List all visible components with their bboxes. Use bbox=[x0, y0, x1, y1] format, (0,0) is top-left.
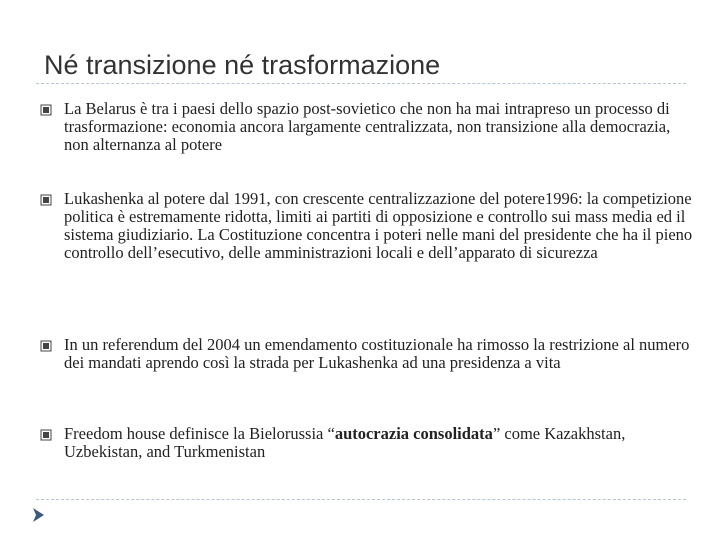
bullet-text-before: Freedom house definisce la Bielorussia “ bbox=[64, 424, 335, 443]
bullet-text: La Belarus è tra i paesi dello spazio post-sovietico che non ha mai intrapreso un processo di trasformazione: economia ancora largamente centralizzata, non transizione alla democrazia, non alternanza al potere bbox=[64, 99, 671, 154]
bullet-text bbox=[64, 425, 694, 461]
square-bullet-icon bbox=[40, 194, 52, 206]
square-bullet-icon bbox=[40, 104, 52, 116]
bullet-text: In un referendum del 2004 un emendamento costituzionale ha rimosso la restrizione al numero dei mandati aprendo così la strada per Lukashenka ad una presidenza a vita bbox=[64, 335, 690, 372]
square-bullet-icon bbox=[40, 429, 52, 441]
bullet-text-bold: autocrazia consolidata bbox=[334, 424, 493, 443]
footer-divider bbox=[36, 499, 686, 500]
nav-arrow-icon[interactable] bbox=[30, 507, 46, 523]
bullet-text-after: ” come Kazakhstan, Uzbekistan, and Turkmenistan bbox=[64, 424, 626, 461]
bullet-text: Lukashenka al potere dal 1991, con crescente centralizzazione del potere1996: la competizione politica è estremamente ridotta, limiti ai partiti di opposizione e controllo sui mass media ed il sistema giudiziario. La Costituzione concentra i poteri nelle mani del presidente che ha il pieno controllo dell’esecutivo, delle amministrazioni locali e dell’apparato di sicurezza bbox=[64, 189, 693, 262]
square-bullet-icon bbox=[40, 340, 52, 352]
slide-title: Né transizione né trasformazione bbox=[44, 50, 441, 80]
